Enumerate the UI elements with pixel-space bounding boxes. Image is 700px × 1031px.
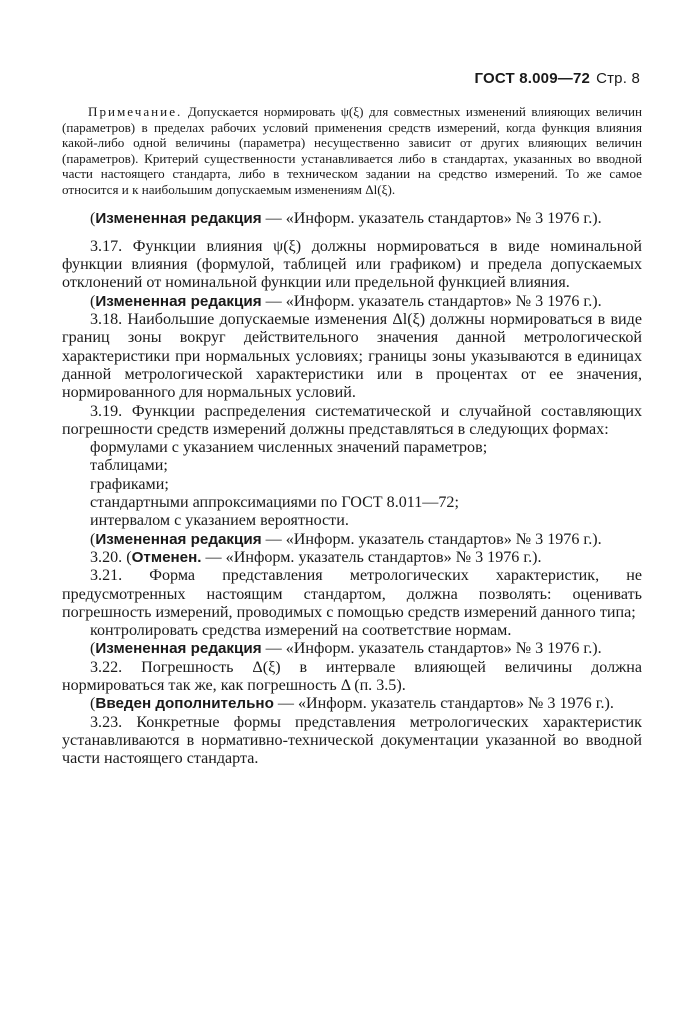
document-body <box>62 104 642 768</box>
section-3-18: 3.18. Наибольшие допускаемые изменения Δl(ξ) должны нормироваться в виде границ зоны вокруг действительного значения данной метрологической характеристики при нормальных условиях; границы зоны указываются в единицах данной метрологической характеристики или в процентах от ее значения, нормированного для нормальных условий. <box>62 311 642 402</box>
section-3-21: 3.21. Форма представления метрологических характеристик, не предусмотренных настоящим стандартом, должна позволять: оценивать погрешность измерений, проводимых с помощью средств измерений данного типа; <box>62 567 642 621</box>
edit-note: (Измененная редакция — «Информ. указатель стандартов» № 3 1976 г.). <box>90 640 602 658</box>
standard-number: ГОСТ 8.009—72 <box>474 70 591 87</box>
page-number: Стр. 8 <box>596 70 640 87</box>
edit-label: Измененная редакция <box>95 640 262 658</box>
list-item: графиками; <box>90 475 169 493</box>
added-label: Введен дополнительно <box>95 695 274 713</box>
edit-label: Измененная редакция <box>95 530 262 548</box>
edit-note: (Измененная редакция — «Информ. указатель стандартов» № 3 1976 г.). <box>90 530 602 548</box>
section-3-20-tail: — «Информ. указатель стандартов» № 3 1976 г.). <box>201 548 542 566</box>
edit-note: (Измененная редакция — «Информ. указатель стандартов» № 3 1976 г.). <box>90 292 602 310</box>
edit-label: Измененная редакция <box>95 209 262 227</box>
edit-tail: — «Информ. указатель стандартов» № 3 1976 г.). <box>261 209 602 227</box>
section-3-23: 3.23. Конкретные формы представления метрологических характеристик устанавливаются в нормативно-технической документации указанной во вводной части настоящего стандарта. <box>62 713 642 768</box>
section-3-20-number: 3.20. ( <box>90 548 132 566</box>
section-3-21-item: контролировать средства измерений на соответствие нормам. <box>90 622 512 640</box>
list-item: таблицами; <box>90 457 168 475</box>
note-label: Примечание. <box>88 104 183 119</box>
edit-tail: — «Информ. указатель стандартов» № 3 1976 г.). <box>273 695 614 713</box>
note-paragraph <box>62 104 642 198</box>
edit-note: (Измененная редакция — «Информ. указатель стандартов» № 3 1976 г.). <box>90 209 602 227</box>
section-3-22: 3.22. Погрешность Δ(ξ) в интервале влияющей величины должна нормироваться так же, как погрешность Δ (п. 3.5). <box>62 658 642 694</box>
edit-label: Измененная редакция <box>95 292 262 310</box>
section-3-17: 3.17. Функции влияния ψ(ξ) должны нормироваться в виде номинальной функции влияния (формулой, таблицей или графиком) и предела допускаемых отклонений от номинальной функции или предельной функцией влияния. <box>62 237 642 292</box>
list-item: стандартными аппроксимациями по ГОСТ 8.011—72; <box>90 494 459 512</box>
edit-tail: — «Информ. указатель стандартов» № 3 1976 г.). <box>261 530 602 548</box>
edit-tail: — «Информ. указатель стандартов» № 3 1976 г.). <box>261 292 602 310</box>
added-note: (Введен дополнительно — «Информ. указатель стандартов» № 3 1976 г.). <box>90 695 614 713</box>
cancelled-label: Отменен. <box>131 548 202 566</box>
list-item: формулами с указанием численных значений параметров; <box>90 439 488 457</box>
list-item: интервалом с указанием вероятности. <box>90 512 349 530</box>
section-3-20 <box>62 549 642 567</box>
edit-tail: — «Информ. указатель стандартов» № 3 1976 г.). <box>261 640 602 658</box>
page-header <box>474 70 640 87</box>
note-text: Допускается нормировать ψ(ξ) для совместных изменений влияющих величин (параметров) в пределах рабочих условий применения средств измерений, когда функция влияния какой-либо одной величины (параметра) несущественно зависит от других влияющих величин (параметров). Критерий существенности устанавливается либо в стандартах, указанных во вводной части настоящего стандарта, либо в техническом задании на средство измерений. То же самое относится и к наибольшим допускаемым изменениям Δl(ξ). <box>62 104 642 197</box>
section-3-19: 3.19. Функции распределения систематической и случайной составляющих погрешности средств измерений должны представляться в следующих формах: <box>62 402 642 438</box>
